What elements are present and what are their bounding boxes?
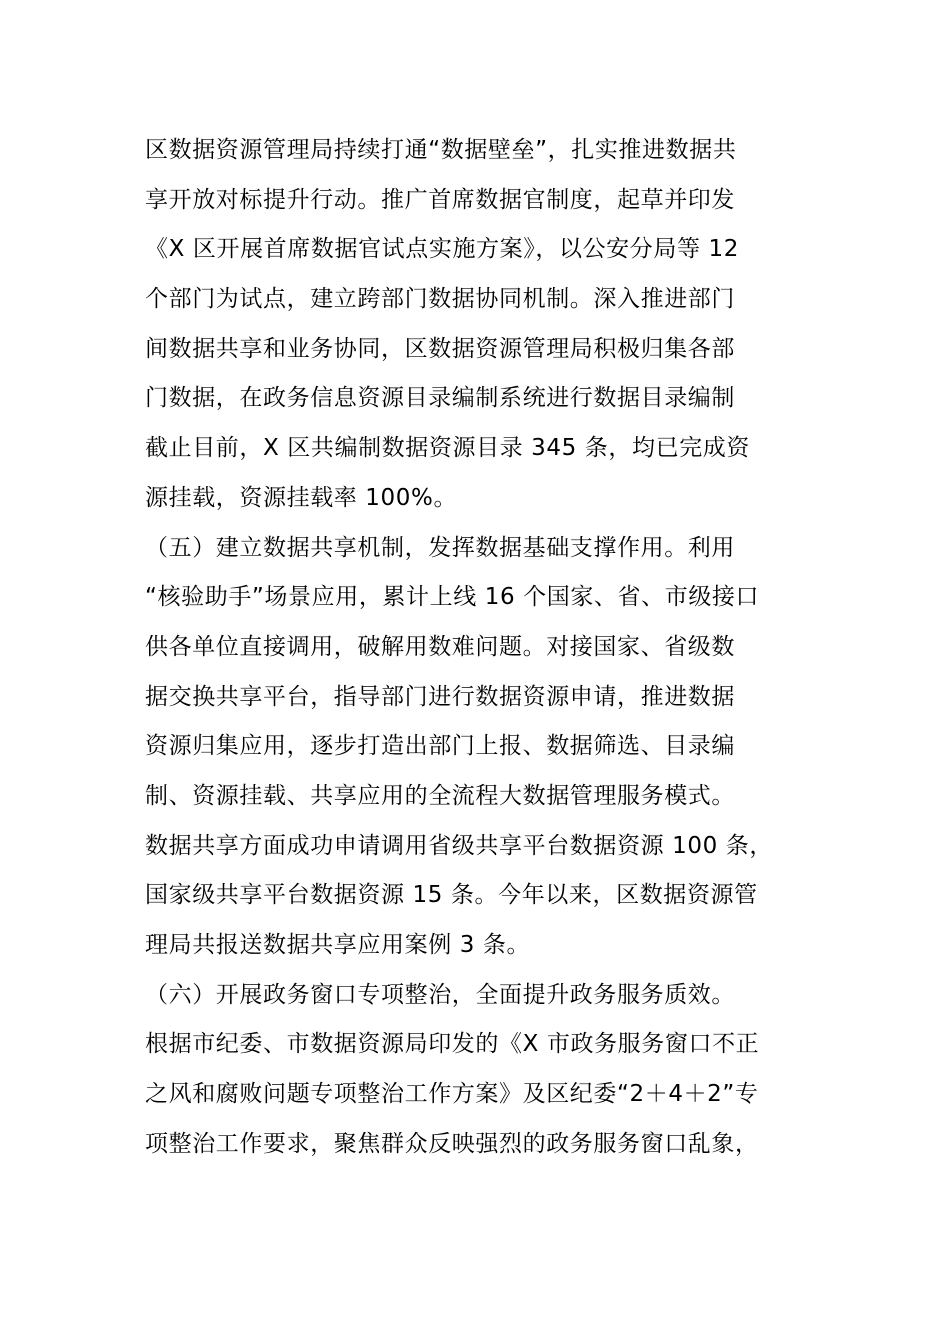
text-line: 数据共享方面成功申请调用省级共享平台数据资源 100 条，: [145, 832, 773, 859]
text-line: 资源归集应用，逐步打造出部门上报、数据筛选、目录编: [145, 733, 735, 760]
text-line: 理局共报送数据共享应用案例 3 条。: [145, 932, 531, 958]
text-line: 享开放对标提升行动。推广首席数据官制度，起草并印发: [145, 186, 735, 213]
text-line: 供各单位直接调用，破解用数难问题。对接国家、省级数: [145, 633, 735, 660]
text-line: 据交换共享平台，指导部门进行数据资源申请，推进数据: [145, 683, 735, 710]
text-line: 截止目前，X 区共编制数据资源目录 345 条，均已完成资: [145, 435, 750, 462]
text-line: 区数据资源管理局持续打通“数据壁垒”，扎实推进数据共: [145, 137, 737, 163]
body-text: [145, 126, 845, 1169]
text-line: 《X 区开展首席数据官试点实施方案》，以公安分局等 12: [145, 236, 739, 263]
text-line: “核验助手”场景应用，累计上线 16 个国家、省、市级接口: [145, 584, 760, 611]
section-heading-line: （五）建立数据共享机制，发挥数据基础支撑作用。利用: [145, 534, 735, 561]
section-heading-line: （六）开展政务窗口专项整治，全面提升政务服务质效。: [145, 981, 735, 1008]
text-line: 间数据共享和业务协同，区数据资源管理局积极归集各部: [145, 335, 735, 362]
text-line: 国家级共享平台数据资源 15 条。今年以来，区数据资源管: [145, 882, 758, 909]
text-line: 根据市纪委、市数据资源局印发的《X 市政务服务窗口不正: [145, 1031, 760, 1058]
text-line: 门数据，在政务信息资源目录编制系统进行数据目录编制: [145, 385, 735, 412]
text-line: 源挂载，资源挂载率 100%。: [145, 484, 458, 511]
text-line: 之风和腐败问题专项整治工作方案》及区纪委“2＋4＋2”专: [145, 1081, 759, 1108]
text-line: 个部门为试点，建立跨部门数据协同机制。深入推进部门: [145, 286, 735, 313]
text-line: 制、资源挂载、共享应用的全流程大数据管理服务模式。: [145, 782, 735, 809]
text-line: 项整治工作要求，聚焦群众反映强烈的政务服务窗口乱象，: [145, 1130, 759, 1157]
